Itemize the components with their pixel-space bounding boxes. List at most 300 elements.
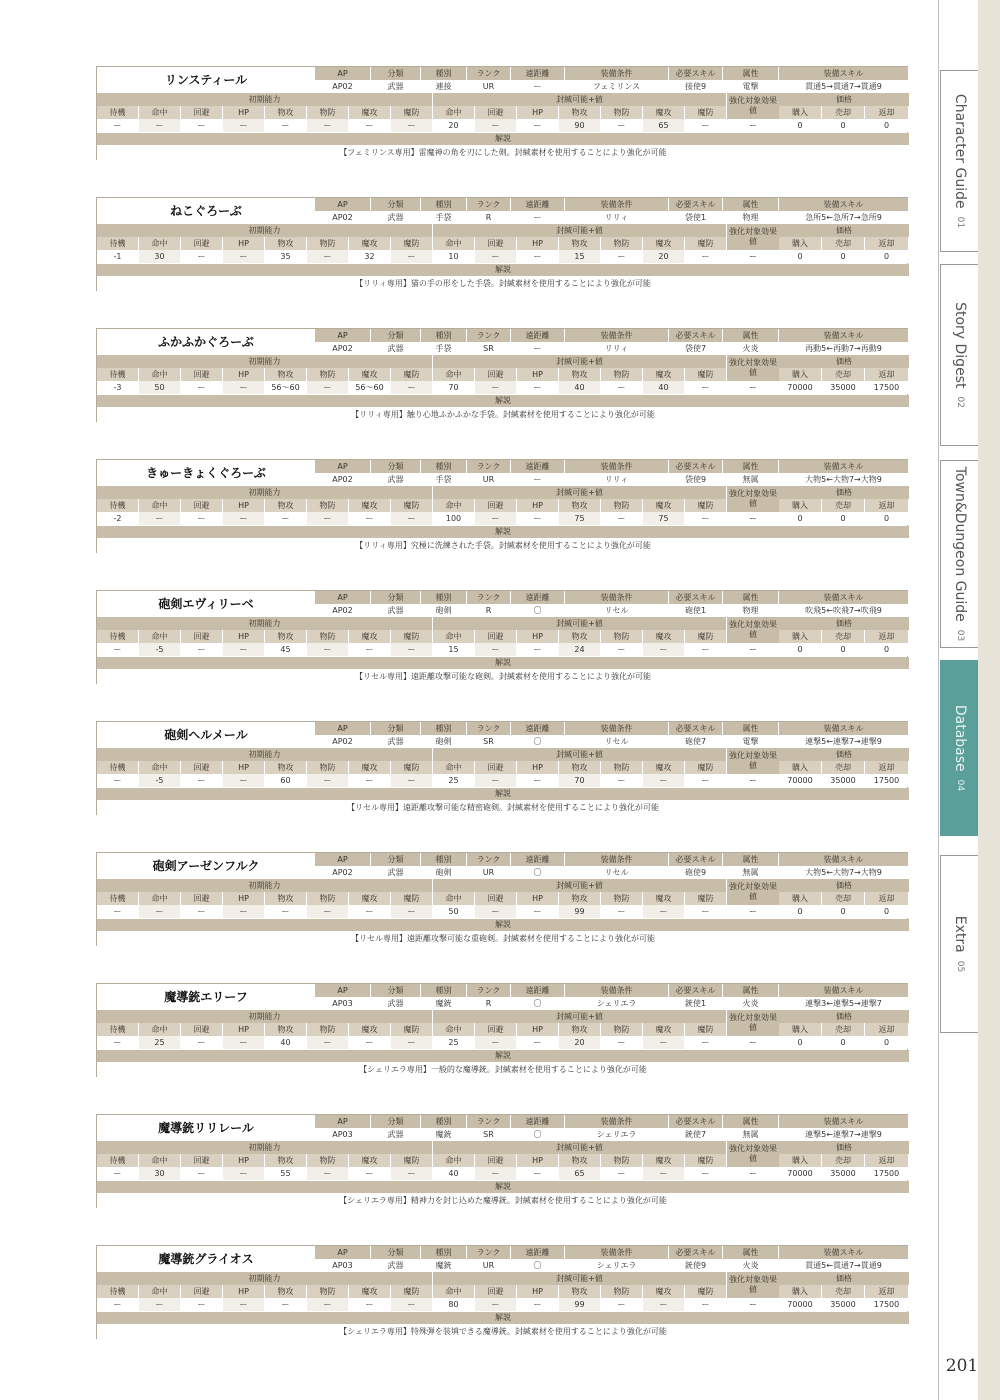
ap-label: AP bbox=[315, 591, 370, 604]
type-label: 種別 bbox=[421, 984, 466, 997]
sealed-stat-value: 50 bbox=[433, 905, 474, 918]
sealed-stat-label: HP bbox=[517, 1023, 558, 1036]
required-skill-value: 砲使7 bbox=[669, 735, 722, 748]
price-column-label: 返却 bbox=[865, 368, 908, 381]
price-value: 70000 bbox=[779, 1167, 821, 1180]
rank-label: ランク bbox=[467, 1115, 510, 1128]
equip-skill-value: 大物5←大物7→大物9 bbox=[779, 473, 908, 486]
sealed-stat-label: 命中 bbox=[433, 1023, 474, 1036]
attribute-header-row bbox=[97, 198, 909, 211]
sealed-stat-value: ー bbox=[517, 119, 558, 132]
tab-content bbox=[952, 916, 968, 972]
initial-stat-value: ー bbox=[223, 119, 264, 132]
item-name: 砲剣アーゼンフルク bbox=[97, 853, 315, 880]
sealed-stat-value: ー bbox=[475, 119, 516, 132]
tab-number: 02 bbox=[954, 396, 965, 408]
sealed-stat-value: ー bbox=[685, 381, 726, 394]
initial-stat-value: 56～60 bbox=[349, 381, 390, 394]
attribute-header-row bbox=[97, 1246, 909, 1259]
range-label: 遠距離 bbox=[511, 591, 564, 604]
sealed-stat-value: ー bbox=[517, 1298, 558, 1311]
initial-stat-label: 魔防 bbox=[391, 892, 432, 905]
enhance-effect-value: ー bbox=[727, 643, 779, 656]
initial-stat-label: 物攻 bbox=[265, 630, 306, 643]
type-label: 種別 bbox=[421, 591, 466, 604]
sealed-stat-label: 回避 bbox=[475, 1285, 516, 1298]
price-column-label: 購入 bbox=[779, 630, 821, 643]
sealed-bonus-label: 封緘可能+値 bbox=[433, 1010, 726, 1023]
rank-value: UR bbox=[467, 473, 510, 486]
initial-stat-label: 物攻 bbox=[265, 1023, 306, 1036]
initial-stat-value: ー bbox=[139, 905, 180, 918]
ap-value: AP02 bbox=[315, 735, 370, 748]
ap-label: AP bbox=[315, 460, 370, 473]
stat-label-row bbox=[97, 237, 909, 250]
sealed-stat-label: 物防 bbox=[601, 630, 642, 643]
price-column-label: 購入 bbox=[779, 237, 821, 250]
sealed-stat-label: 魔防 bbox=[685, 1154, 726, 1167]
stat-label-row bbox=[97, 630, 909, 643]
sealed-stat-label: 物攻 bbox=[559, 1023, 600, 1036]
initial-stats-label: 初期能力 bbox=[97, 93, 432, 106]
sealed-stat-value: ー bbox=[601, 119, 642, 132]
initial-stat-value: 35 bbox=[265, 250, 306, 263]
equip-condition-value: シェリエラ bbox=[565, 1128, 668, 1141]
sealed-stat-value: 10 bbox=[433, 250, 474, 263]
initial-stat-value: ー bbox=[181, 119, 222, 132]
initial-stat-label: 待機 bbox=[97, 237, 138, 250]
sealed-stat-label: HP bbox=[517, 761, 558, 774]
initial-stat-value: ー bbox=[349, 119, 390, 132]
equip-condition-value: シェリエラ bbox=[565, 1259, 668, 1272]
sealed-stat-label: 物防 bbox=[601, 1154, 642, 1167]
initial-stat-label: 物攻 bbox=[265, 761, 306, 774]
equip-skill-label: 装備スキル bbox=[779, 722, 908, 735]
initial-stat-label: HP bbox=[223, 499, 264, 512]
group-header-row bbox=[97, 617, 909, 630]
sealed-stat-value: 75 bbox=[559, 512, 600, 525]
initial-stat-value: ー bbox=[391, 512, 432, 525]
ap-label: AP bbox=[315, 722, 370, 735]
sealed-stat-value: 20 bbox=[559, 1036, 600, 1049]
tab-content bbox=[952, 705, 968, 791]
sealed-stat-label: 物攻 bbox=[559, 499, 600, 512]
explanation-label: 解説 bbox=[97, 395, 909, 407]
required-skill-label: 必要スキル bbox=[669, 853, 722, 866]
item-name: リンスティール bbox=[97, 67, 315, 94]
stat-value-row bbox=[97, 905, 909, 918]
initial-stat-label: HP bbox=[223, 106, 264, 119]
sealed-stat-label: 物防 bbox=[601, 368, 642, 381]
initial-stat-value: ー bbox=[181, 250, 222, 263]
sealed-stat-label: 物攻 bbox=[559, 892, 600, 905]
required-skill-label: 必要スキル bbox=[669, 984, 722, 997]
initial-stat-value: ー bbox=[223, 1167, 264, 1180]
initial-stat-value: ー bbox=[97, 119, 138, 132]
sealed-stat-label: 魔防 bbox=[685, 368, 726, 381]
initial-stat-label: 命中 bbox=[139, 761, 180, 774]
sealed-stat-value: ー bbox=[475, 1298, 516, 1311]
initial-stat-label: 待機 bbox=[97, 1023, 138, 1036]
sealed-stat-value: 80 bbox=[433, 1298, 474, 1311]
initial-stat-label: 物攻 bbox=[265, 892, 306, 905]
equip-skill-label: 装備スキル bbox=[779, 984, 908, 997]
category-value: 武器 bbox=[371, 1259, 420, 1272]
initial-stat-value: ー bbox=[391, 905, 432, 918]
sealed-stat-value: ー bbox=[601, 1036, 642, 1049]
price-column-label: 返却 bbox=[865, 499, 908, 512]
initial-stat-label: HP bbox=[223, 761, 264, 774]
initial-stat-label: 回避 bbox=[181, 1154, 222, 1167]
sealed-stat-value: 40 bbox=[643, 381, 684, 394]
initial-stat-label: 魔防 bbox=[391, 761, 432, 774]
category-value: 武器 bbox=[371, 735, 420, 748]
sealed-bonus-label: 封緘可能+値 bbox=[433, 748, 726, 761]
tab-content bbox=[952, 94, 968, 228]
attribute-value-row bbox=[97, 80, 909, 93]
initial-stat-value: ー bbox=[391, 1036, 432, 1049]
enhance-effect-value: ー bbox=[727, 250, 779, 263]
sealed-stat-value: ー bbox=[685, 512, 726, 525]
initial-stat-label: 待機 bbox=[97, 1285, 138, 1298]
initial-stat-label: 物防 bbox=[307, 630, 348, 643]
category-value: 武器 bbox=[371, 80, 420, 93]
enhance-effect-label: 強化対象効果値 bbox=[727, 879, 779, 905]
ap-label: AP bbox=[315, 198, 370, 211]
price-column-label: 売却 bbox=[822, 630, 864, 643]
price-column-label: 返却 bbox=[865, 1023, 908, 1036]
group-header-row bbox=[97, 748, 909, 761]
initial-stat-value: ー bbox=[349, 643, 390, 656]
initial-stat-label: 回避 bbox=[181, 761, 222, 774]
initial-stat-value: ー bbox=[181, 1167, 222, 1180]
price-label: 価格 bbox=[779, 879, 909, 892]
sealed-stat-value: 15 bbox=[433, 643, 474, 656]
item-card bbox=[96, 852, 908, 946]
sealed-stat-value: ー bbox=[685, 1167, 726, 1180]
sealed-stat-value: 25 bbox=[433, 1036, 474, 1049]
initial-stat-value: ー bbox=[391, 1167, 432, 1180]
range-label: 遠距離 bbox=[511, 1246, 564, 1259]
initial-stat-value: ー bbox=[307, 643, 348, 656]
element-label: 属性 bbox=[723, 198, 778, 211]
tab-number: 05 bbox=[954, 960, 965, 973]
category-value: 武器 bbox=[371, 997, 420, 1010]
price-column-label: 売却 bbox=[822, 368, 864, 381]
sealed-bonus-label: 封緘可能+値 bbox=[433, 355, 726, 368]
price-column-label: 購入 bbox=[779, 1285, 821, 1298]
enhance-effect-label: 強化対象効果値 bbox=[727, 486, 779, 512]
initial-stat-value: ー bbox=[265, 512, 306, 525]
sealed-stat-value: 65 bbox=[559, 1167, 600, 1180]
range-value: 〇 bbox=[511, 997, 564, 1010]
price-value: 0 bbox=[822, 512, 864, 525]
equip-condition-label: 装備条件 bbox=[565, 329, 668, 342]
sealed-stat-label: 魔攻 bbox=[643, 630, 684, 643]
type-value: 魔銃 bbox=[421, 1259, 466, 1272]
price-value: 35000 bbox=[822, 1298, 864, 1311]
ap-value: AP03 bbox=[315, 1128, 370, 1141]
tab-character-guide[interactable] bbox=[940, 70, 978, 252]
equip-condition-value: リリィ bbox=[565, 342, 668, 355]
price-column-label: 返却 bbox=[865, 892, 908, 905]
rank-value: SR bbox=[467, 1128, 510, 1141]
initial-stat-label: 待機 bbox=[97, 761, 138, 774]
initial-stat-value: ー bbox=[139, 512, 180, 525]
tab-story-digest[interactable] bbox=[940, 264, 978, 446]
initial-stat-value: ー bbox=[223, 643, 264, 656]
sealed-stat-label: 魔防 bbox=[685, 499, 726, 512]
item-card bbox=[96, 459, 908, 553]
rank-label: ランク bbox=[467, 460, 510, 473]
sealed-stat-label: HP bbox=[517, 368, 558, 381]
price-label: 価格 bbox=[779, 1141, 909, 1154]
price-value: 17500 bbox=[865, 1298, 908, 1311]
tab-label: Story Digest bbox=[951, 302, 968, 389]
tab-label: Character Guide bbox=[951, 93, 968, 209]
rank-value: SR bbox=[467, 342, 510, 355]
equip-skill-label: 装備スキル bbox=[779, 1246, 908, 1259]
price-value: 70000 bbox=[779, 1298, 821, 1311]
sealed-stat-label: 魔防 bbox=[685, 892, 726, 905]
initial-stat-value: ー bbox=[307, 1036, 348, 1049]
sealed-stat-value: ー bbox=[601, 381, 642, 394]
initial-stat-label: 物防 bbox=[307, 368, 348, 381]
explanation-label: 解説 bbox=[97, 264, 909, 276]
tab-label: Town&Dungeon Guide bbox=[951, 466, 968, 622]
page-number: 201 bbox=[945, 1356, 979, 1376]
sealed-stat-label: 命中 bbox=[433, 106, 474, 119]
sealed-stat-value: 25 bbox=[433, 774, 474, 787]
explanation-label: 解説 bbox=[97, 919, 909, 931]
initial-stat-label: 魔攻 bbox=[349, 499, 390, 512]
tab-label: Database bbox=[951, 704, 968, 772]
explanation-label: 解説 bbox=[97, 1181, 909, 1193]
initial-stat-label: HP bbox=[223, 237, 264, 250]
equip-condition-label: 装備条件 bbox=[565, 460, 668, 473]
sealed-stat-label: HP bbox=[517, 1285, 558, 1298]
sealed-stat-label: 回避 bbox=[475, 106, 516, 119]
sealed-stat-value: 99 bbox=[559, 1298, 600, 1311]
rank-label: ランク bbox=[467, 722, 510, 735]
price-value: 0 bbox=[779, 905, 821, 918]
sealed-stat-label: 回避 bbox=[475, 368, 516, 381]
sealed-stat-label: HP bbox=[517, 892, 558, 905]
sealed-stat-label: 魔防 bbox=[685, 237, 726, 250]
ap-value: AP02 bbox=[315, 80, 370, 93]
equip-condition-value: リリィ bbox=[565, 211, 668, 224]
equip-skill-label: 装備スキル bbox=[779, 853, 908, 866]
price-column-label: 購入 bbox=[779, 892, 821, 905]
sealed-stat-value: ー bbox=[475, 381, 516, 394]
sealed-stat-label: 魔攻 bbox=[643, 368, 684, 381]
price-value: 0 bbox=[865, 1036, 908, 1049]
equip-condition-label: 装備条件 bbox=[565, 1115, 668, 1128]
initial-stat-label: 魔攻 bbox=[349, 630, 390, 643]
equip-skill-value: 再動5←再動7→再動9 bbox=[779, 342, 908, 355]
enhance-effect-value: ー bbox=[727, 1298, 779, 1311]
initial-stat-value: 30 bbox=[139, 1167, 180, 1180]
sealed-stat-value: ー bbox=[685, 1036, 726, 1049]
sealed-stat-label: 命中 bbox=[433, 1285, 474, 1298]
group-header-row bbox=[97, 1141, 909, 1154]
sealed-bonus-label: 封緘可能+値 bbox=[433, 486, 726, 499]
initial-stat-value: ー bbox=[97, 905, 138, 918]
sealed-stat-label: 回避 bbox=[475, 761, 516, 774]
initial-stat-label: 魔攻 bbox=[349, 1285, 390, 1298]
rank-label: ランク bbox=[467, 67, 510, 80]
initial-stat-value: ー bbox=[97, 774, 138, 787]
item-description: 【リセル専用】遠距離攻撃可能な重砲剣。封緘素材を使用することにより強化が可能 bbox=[97, 931, 909, 946]
initial-stat-value: ー bbox=[223, 250, 264, 263]
element-value: 火炎 bbox=[723, 1259, 778, 1272]
type-value: 手袋 bbox=[421, 473, 466, 486]
sealed-stat-label: 命中 bbox=[433, 499, 474, 512]
initial-stat-label: 待機 bbox=[97, 1154, 138, 1167]
tab-label: Extra bbox=[951, 915, 968, 953]
sealed-stat-label: 回避 bbox=[475, 1023, 516, 1036]
price-value: 17500 bbox=[865, 774, 908, 787]
sealed-stat-label: 物防 bbox=[601, 106, 642, 119]
type-label: 種別 bbox=[421, 1115, 466, 1128]
price-column-label: 購入 bbox=[779, 368, 821, 381]
group-header-row bbox=[97, 93, 909, 106]
sealed-stat-value: 20 bbox=[643, 250, 684, 263]
initial-stat-label: 物攻 bbox=[265, 106, 306, 119]
sealed-stat-value: ー bbox=[643, 774, 684, 787]
initial-stat-value: ー bbox=[349, 905, 390, 918]
attribute-value-row bbox=[97, 997, 909, 1010]
element-value: 物理 bbox=[723, 211, 778, 224]
initial-stats-label: 初期能力 bbox=[97, 1272, 432, 1285]
rank-value: SR bbox=[467, 735, 510, 748]
initial-stats-label: 初期能力 bbox=[97, 748, 432, 761]
required-skill-value: 銃使9 bbox=[669, 1259, 722, 1272]
sealed-stat-label: 回避 bbox=[475, 630, 516, 643]
range-value: ー bbox=[511, 80, 564, 93]
explanation-label: 解説 bbox=[97, 788, 909, 800]
price-value: 35000 bbox=[822, 1167, 864, 1180]
initial-stat-label: HP bbox=[223, 1285, 264, 1298]
item-description: 【シェリエラ専用】精神力を封じ込めた魔導銃。封緘素材を使用することにより強化が可能 bbox=[97, 1193, 909, 1208]
initial-stat-label: 魔攻 bbox=[349, 761, 390, 774]
item-description: 【フェミリンス専用】雷魔神の角を刃にした剣。封緘素材を使用することにより強化が可能 bbox=[97, 145, 909, 160]
initial-stat-label: 回避 bbox=[181, 1023, 222, 1036]
type-label: 種別 bbox=[421, 67, 466, 80]
ap-value: AP03 bbox=[315, 1259, 370, 1272]
initial-stat-label: 待機 bbox=[97, 368, 138, 381]
tab-town-dungeon-guide[interactable] bbox=[940, 460, 978, 648]
initial-stat-value: ー bbox=[181, 1036, 222, 1049]
attribute-header-row bbox=[97, 329, 909, 342]
price-label: 価格 bbox=[779, 355, 909, 368]
item-card bbox=[96, 590, 908, 684]
range-label: 遠距離 bbox=[511, 329, 564, 342]
sealed-stat-label: HP bbox=[517, 1154, 558, 1167]
chapter-sidebar bbox=[938, 0, 1000, 1400]
initial-stat-value: 25 bbox=[139, 1036, 180, 1049]
initial-stat-value: ー bbox=[223, 381, 264, 394]
price-value: 70000 bbox=[779, 381, 821, 394]
initial-stat-label: 魔防 bbox=[391, 1154, 432, 1167]
initial-stat-value: ー bbox=[181, 512, 222, 525]
initial-stat-label: HP bbox=[223, 630, 264, 643]
category-value: 武器 bbox=[371, 473, 420, 486]
item-name: 魔導銃リリレール bbox=[97, 1115, 315, 1142]
initial-stat-label: 魔防 bbox=[391, 368, 432, 381]
price-column-label: 売却 bbox=[822, 892, 864, 905]
equip-skill-value: 大物5←大物7→大物9 bbox=[779, 866, 908, 879]
initial-stat-label: 物防 bbox=[307, 106, 348, 119]
item-card bbox=[96, 983, 908, 1077]
tab-database[interactable] bbox=[940, 660, 978, 836]
initial-stat-value: ー bbox=[349, 512, 390, 525]
tab-extra[interactable] bbox=[940, 855, 978, 1033]
item-description: 【シェリエラ専用】一般的な魔導銃。封緘素材を使用することにより強化が可能 bbox=[97, 1062, 909, 1077]
item-description: 【シェリエラ専用】特殊弾を装填できる魔導銃。封緘素材を使用することにより強化が可能 bbox=[97, 1324, 909, 1339]
equip-skill-label: 装備スキル bbox=[779, 460, 908, 473]
sealed-stat-value: ー bbox=[685, 1298, 726, 1311]
initial-stat-label: 命中 bbox=[139, 1285, 180, 1298]
initial-stat-value: ー bbox=[391, 643, 432, 656]
sealed-stat-label: 物防 bbox=[601, 1285, 642, 1298]
initial-stat-label: 命中 bbox=[139, 368, 180, 381]
category-label: 分類 bbox=[371, 722, 420, 735]
rank-value: UR bbox=[467, 1259, 510, 1272]
type-label: 種別 bbox=[421, 329, 466, 342]
price-label: 価格 bbox=[779, 93, 909, 106]
initial-stat-value: ー bbox=[223, 1036, 264, 1049]
sealed-stat-label: 魔防 bbox=[685, 106, 726, 119]
sealed-stat-value: 40 bbox=[559, 381, 600, 394]
range-label: 遠距離 bbox=[511, 67, 564, 80]
initial-stat-value: ー bbox=[223, 905, 264, 918]
sealed-stat-label: 物攻 bbox=[559, 368, 600, 381]
price-value: 0 bbox=[779, 119, 821, 132]
sealed-stat-label: 物攻 bbox=[559, 1285, 600, 1298]
sealed-stat-value: ー bbox=[685, 250, 726, 263]
enhance-effect-label: 強化対象効果値 bbox=[727, 1272, 779, 1298]
type-label: 種別 bbox=[421, 853, 466, 866]
initial-stat-label: 物防 bbox=[307, 1285, 348, 1298]
equip-condition-label: 装備条件 bbox=[565, 1246, 668, 1259]
element-value: 物理 bbox=[723, 604, 778, 617]
price-value: 0 bbox=[779, 1036, 821, 1049]
price-column-label: 返却 bbox=[865, 237, 908, 250]
price-column-label: 購入 bbox=[779, 1154, 821, 1167]
required-skill-label: 必要スキル bbox=[669, 722, 722, 735]
stat-label-row bbox=[97, 1154, 909, 1167]
ap-value: AP02 bbox=[315, 604, 370, 617]
required-skill-value: 砲使1 bbox=[669, 604, 722, 617]
price-column-label: 返却 bbox=[865, 1285, 908, 1298]
equip-skill-value: 吹飛5←吹飛7→吹飛9 bbox=[779, 604, 908, 617]
sealed-stat-label: 回避 bbox=[475, 499, 516, 512]
element-value: 電撃 bbox=[723, 80, 778, 93]
initial-stat-label: 物防 bbox=[307, 1023, 348, 1036]
sealed-stat-label: 物攻 bbox=[559, 1154, 600, 1167]
price-value: 35000 bbox=[822, 774, 864, 787]
initial-stat-value: ー bbox=[349, 1167, 390, 1180]
attribute-header-row bbox=[97, 460, 909, 473]
sealed-stat-value: ー bbox=[475, 1036, 516, 1049]
type-value: 連接 bbox=[421, 80, 466, 93]
rank-value: R bbox=[467, 211, 510, 224]
type-value: 手袋 bbox=[421, 211, 466, 224]
initial-stat-value: ー bbox=[391, 119, 432, 132]
stat-value-row bbox=[97, 1167, 909, 1180]
initial-stat-label: 魔攻 bbox=[349, 237, 390, 250]
